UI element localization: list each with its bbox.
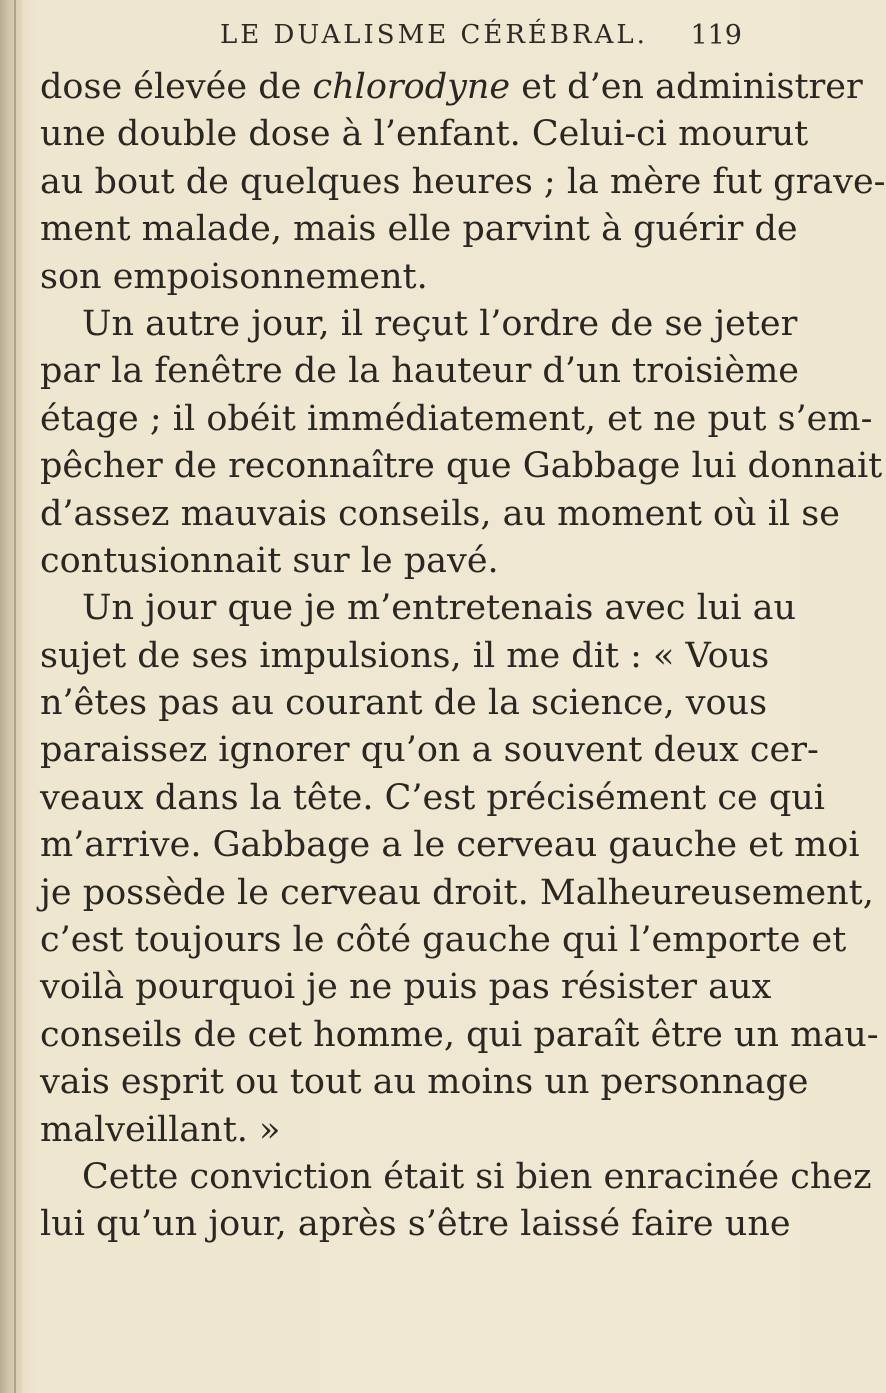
text-line: veaux dans la tête. C’est précisément ce qui — [40, 777, 825, 818]
body-text — [40, 64, 886, 1249]
paragraph-start-line: Cette conviction était si bien enracinée chez — [82, 1156, 872, 1197]
text-line: étage ; il obéit immédiatement, et ne put s’em- — [40, 398, 873, 439]
text-line: contusionnait sur le pavé. — [40, 540, 499, 581]
text-line: malveillant. » — [40, 1109, 281, 1150]
text-line: lui qu’un jour, après s’être laissé faire une — [40, 1204, 791, 1245]
running-title: LE DUALISME CÉRÉBRAL. — [220, 20, 648, 50]
text-segment: et d’en administrer — [521, 67, 863, 107]
text-line: vais esprit ou tout au moins un personnage — [40, 1062, 809, 1103]
text-line: par la fenêtre de la hauteur d’un troisième — [40, 351, 799, 392]
text-line — [40, 64, 863, 111]
text-line: son empoisonnement. — [40, 256, 428, 297]
paragraph-start-line: Un jour que je m’entretenais avec lui au — [82, 588, 797, 629]
text-line: voilà pourquoi je ne puis pas résister aux — [40, 967, 772, 1008]
text-segment: dose élevée de — [40, 67, 302, 107]
text-line: n’êtes pas au courant de la science, vous — [40, 683, 768, 724]
text-line: pêcher de reconnaître que Gabbage lui donnait — [40, 446, 883, 487]
text-line: paraissez ignorer qu’on a souvent deux cer- — [40, 730, 819, 771]
text-line: conseils de cet homme, qui paraît être un mau- — [40, 1014, 879, 1055]
italic-term: chlorodyne — [312, 67, 511, 107]
text-line: ment malade, mais elle parvint à guérir de — [40, 209, 798, 250]
text-line: une double dose à l’enfant. Celui-ci mourut — [40, 114, 809, 155]
text-line: c’est toujours le côté gauche qui l’emporte et — [40, 920, 847, 961]
text-line: au bout de quelques heures ; la mère fut grave- — [40, 161, 886, 202]
page-gutter — [0, 0, 22, 1393]
text-line: m’arrive. Gabbage a le cerveau gauche et moi — [40, 825, 860, 866]
gutter-binding-line — [14, 0, 16, 1393]
text-line: je possède le cerveau droit. Malheureusement, — [40, 872, 874, 913]
page-number: 119 — [690, 20, 742, 51]
page-header — [0, 20, 800, 60]
paragraph-start-line: Un autre jour, il reçut l’ordre de se jeter — [82, 303, 798, 344]
text-line: sujet de ses impulsions, il me dit : « Vous — [40, 635, 770, 676]
text-line: d’assez mauvais conseils, au moment où il se — [40, 493, 840, 534]
